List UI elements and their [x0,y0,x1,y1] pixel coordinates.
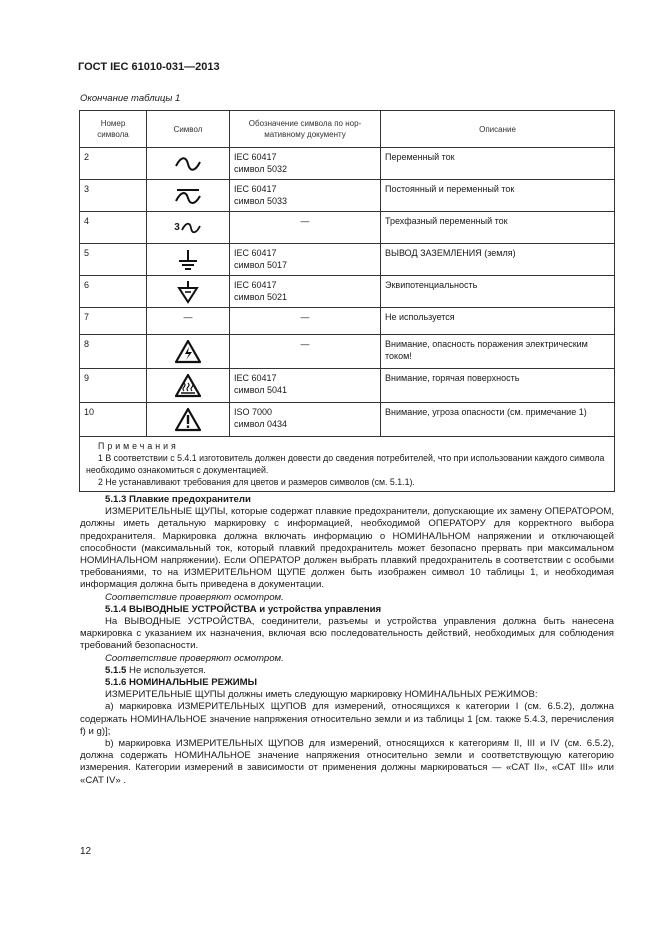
reference-cell: IEC 60417 символ 5041 [230,369,381,403]
three-phase-icon: 3 [149,221,227,235]
description-cell: Внимание, опасность поражения электрическим током! [381,335,615,369]
hot-surface-icon [174,373,202,398]
row-number: 2 [80,148,147,180]
description-cell: ВЫВОД ЗАЗЕМЛЕНИЯ (земля) [381,244,615,276]
row-number: 9 [80,369,147,403]
table-row [80,403,615,437]
section-heading-5-1-3: 5.1.3 Плавкие предохранители [105,494,251,505]
reference-cell: — [230,308,381,335]
page-number: 12 [80,846,92,857]
shock-warning-icon [174,339,202,364]
reference-cell: — [230,335,381,369]
section-heading-5-1-6: 5.1.6 НОМИНАЛЬНЫЕ РЕЖИМЫ [105,677,258,689]
col-header-number: Номер символа [80,111,147,148]
compliance-note: Соответствие проверяют осмотром. [105,652,284,664]
description-cell: Внимание, угроза опасности (см. примечание 1) [381,403,615,437]
equipotential-icon [176,280,200,304]
reference-cell: IEC 60417 символ 5021 [230,276,381,308]
reference-cell: IEC 60417 символ 5032 [230,148,381,180]
reference-cell: IEC 60417 символ 5033 [230,180,381,212]
symbol-cell [147,180,230,212]
table-caption: Окончание таблицы 1 [80,93,181,104]
description-cell: Эквипотенциальность [381,276,615,308]
table-row [80,335,615,369]
compliance-note: Соответствие проверяют осмотром. [105,591,284,603]
symbol-cell [147,212,230,244]
section-5-1-5: 5.1.5 Не используется. [105,664,206,676]
list-item-a: а) маркировка ИЗМЕРИТЕЛЬНЫХ ЩУПОВ для измерений, относящихся к категории I (см. 6.5.2), должна содержать НОМИНАЛЬНОЕ значение напряжения относительно земли и из таблицы 1 [см. также 5.4.3, перечисления f) и g)]; [80,701,614,737]
section-heading-5-1-4: 5.1.4 ВЫВОДНЫЕ УСТРОЙСТВА и устройства управления [105,603,382,615]
symbol-cell [147,244,230,276]
row-number: 10 [80,403,147,437]
earth-ground-icon [176,249,200,271]
col-header-reference: Обозначение символа по нор-мативному документу [230,111,381,148]
description-cell: Постоянный и переменный ток [381,180,615,212]
paragraph-5-1-6: ИЗМЕРИТЕЛЬНЫЕ ЩУПЫ должны иметь следующую маркировку НОМИНАЛЬНЫХ РЕЖИМОВ: [105,689,538,701]
row-number: 5 [80,244,147,276]
symbol-cell: — [147,308,230,335]
table-row [80,308,615,335]
table-row [80,180,615,212]
symbol-cell [147,335,230,369]
row-number: 3 [80,180,147,212]
symbol-cell [147,276,230,308]
description-cell: Не используется [381,308,615,335]
paragraph-5-1-3: ИЗМЕРИТЕЛЬНЫЕ ЩУПЫ, которые содержат плавкие предохранители, допускающие их замену ОПЕРАТОРОМ, должны иметь детальную маркировку с информацией, необходимой ОПЕРАТОРУ для корректного выбора предохранителя. Маркировка должна включать информацию о НОМИНАЛЬНОМ напряжении и отключающей способности (максимальный ток, который плавкий предохранитель может безопасно прервать при максимальном НОМИНАЛЬНОМ напряжении). Если ОПЕРАТОР должен выбрать плавкий предохранитель в соответствии с особыми требованиями, то на ИЗМЕРИТЕЛЬНОМ ЩУПЕ должен быть изображен символ 10 таблицы 1, и необходимая информация должна быть приведена в документации. [80,506,614,591]
general-warning-icon [174,407,202,432]
notes-title: Примечания [98,441,179,451]
col-header-symbol: Символ [147,111,230,148]
body-text [80,494,614,787]
row-number: 8 [80,335,147,369]
table-row [80,369,615,403]
row-number: 6 [80,276,147,308]
ac-dc-icon [173,187,203,205]
note-1: 1 В соответствии с 5.4.1 изготовитель должен довести до сведения потребителей, что при использовании каждого символа необходимо ознакомиться с документацией. [86,453,605,475]
table-row [80,212,615,244]
description-cell: Внимание, горячая поверхность [381,369,615,403]
reference-cell: — [230,212,381,244]
symbol-cell [147,369,230,403]
reference-cell: ISO 7000 символ 0434 [230,403,381,437]
note-2: 2 Не устанавливают требования для цветов и размеров символов (см. 5.1.1). [98,477,415,487]
list-item-b: b) маркировка ИЗМЕРИТЕЛЬНЫХ ЩУПОВ для измерений, относящихся к категориям II, III и IV (см. 6.5.2), должна содержать НОМИНАЛЬНОЕ значение напряжения относительно земли и соответствующую категорию измерения. Категории измерений в зависимости от применения должны маркироваться — «CAT II», «CAT III» или «CAT IV» . [80,738,614,786]
reference-cell: IEC 60417 символ 5017 [230,244,381,276]
description-cell: Переменный ток [381,148,615,180]
symbol-cell [147,403,230,437]
table-row [80,276,615,308]
col-header-description: Описание [381,111,615,148]
row-number: 4 [80,212,147,244]
table-notes [80,437,615,492]
paragraph-5-1-4: На ВЫВОДНЫЕ УСТРОЙСТВА, соединители, разъемы и устройства управления должна быть нанесена маркировка с указанием их назначения, включая всю последовательность действий, необходимых для соблюдения требований безопасности. [80,616,614,652]
ac-wave-icon [173,156,203,172]
table-row [80,148,615,180]
description-cell: Трехфазный переменный ток [381,212,615,244]
document-header: ГОСТ IEC 61010-031—2013 [78,61,220,73]
table-row [80,244,615,276]
symbol-cell [147,148,230,180]
table-header-row [80,111,615,148]
row-number: 7 [80,308,147,335]
symbols-table [79,110,615,492]
table-notes-row [80,437,615,492]
